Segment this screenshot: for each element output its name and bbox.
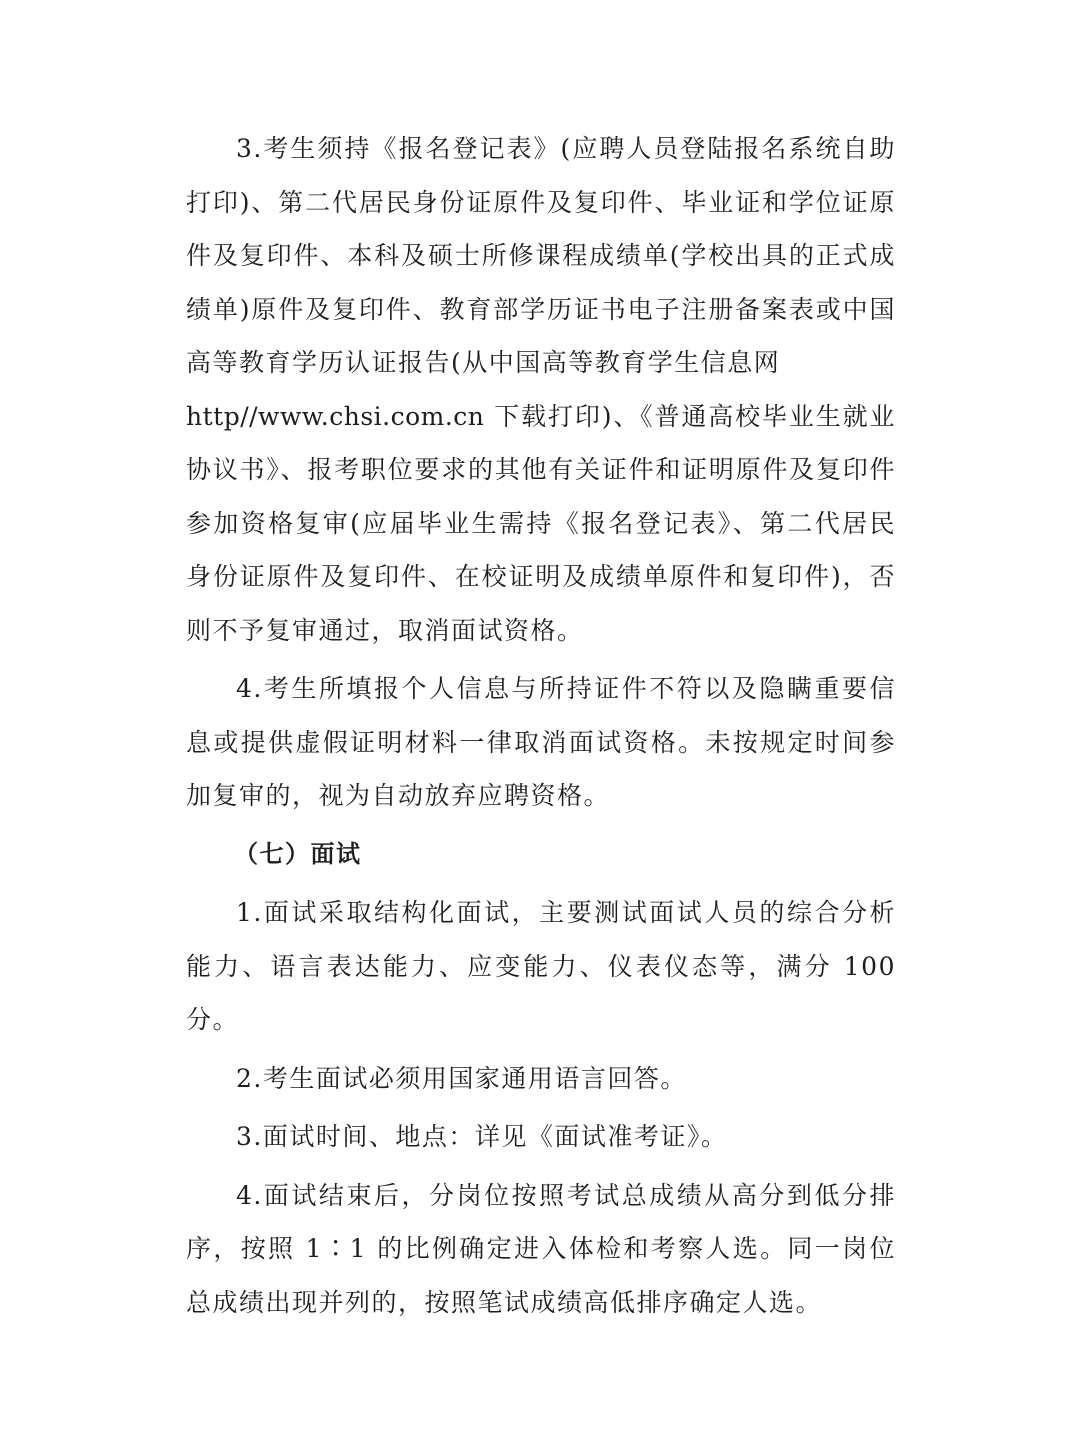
- paragraph-credentials-text-2: 下载打印)、《普通高校毕业生就业协议书》、报考职位要求的其他有关证件和证明原件及复印件参加资格复审(应届毕业生需持《报名登记表》、第二代居民身份证原件及复印件、在校证明及成绩单原件和复印件)，否则不予复审通过，取消面试资格。: [186, 401, 896, 645]
- paragraph-interview-language: 2.考生面试必须用国家通用语言回答。: [236, 1063, 687, 1093]
- paragraph-credentials-review: [186, 122, 896, 657]
- paragraph-false-info: 4.考生所填报个人信息与所持证件不符以及隐瞒重要信息或提供虚假证明材料一律取消面试资格。未按规定时间参加复审的，视为自动放弃应聘资格。: [186, 674, 896, 810]
- chsi-url: http//www.chsi.com.cn: [186, 401, 485, 431]
- section-heading-interview: （七）面试: [234, 839, 362, 868]
- paragraph-interview-format: 1.面试采取结构化面试，主要测试面试人员的综合分析能力、语言表达能力、应变能力、仪表仪态等，满分 100 分。: [186, 898, 896, 1034]
- paragraph-credentials-text-1: 3.考生须持《报名登记表》(应聘人员登陆报名系统自助打印)、第二代居民身份证原件及复印件、毕业证和学位证原件及复印件、本科及硕士所修课程成绩单(学校出具的正式成绩单)原件及复印件、教育部学历证书电子注册备案表或中国高等教育学历认证报告(从中国高等教育学生信息网: [186, 134, 896, 377]
- paragraph-interview-time-place: 3.面试时间、地点：详见《面试准考证》。: [236, 1122, 728, 1151]
- paragraph-interview-ranking: 4.面试结束后，分岗位按照考试总成绩从高分到低分排序，按照 1∶1 的比例确定进入体检和考察人选。同一岗位总成绩出现并列的，按照笔试成绩高低排序确定人选。: [186, 1180, 896, 1317]
- document-body: [186, 122, 896, 1329]
